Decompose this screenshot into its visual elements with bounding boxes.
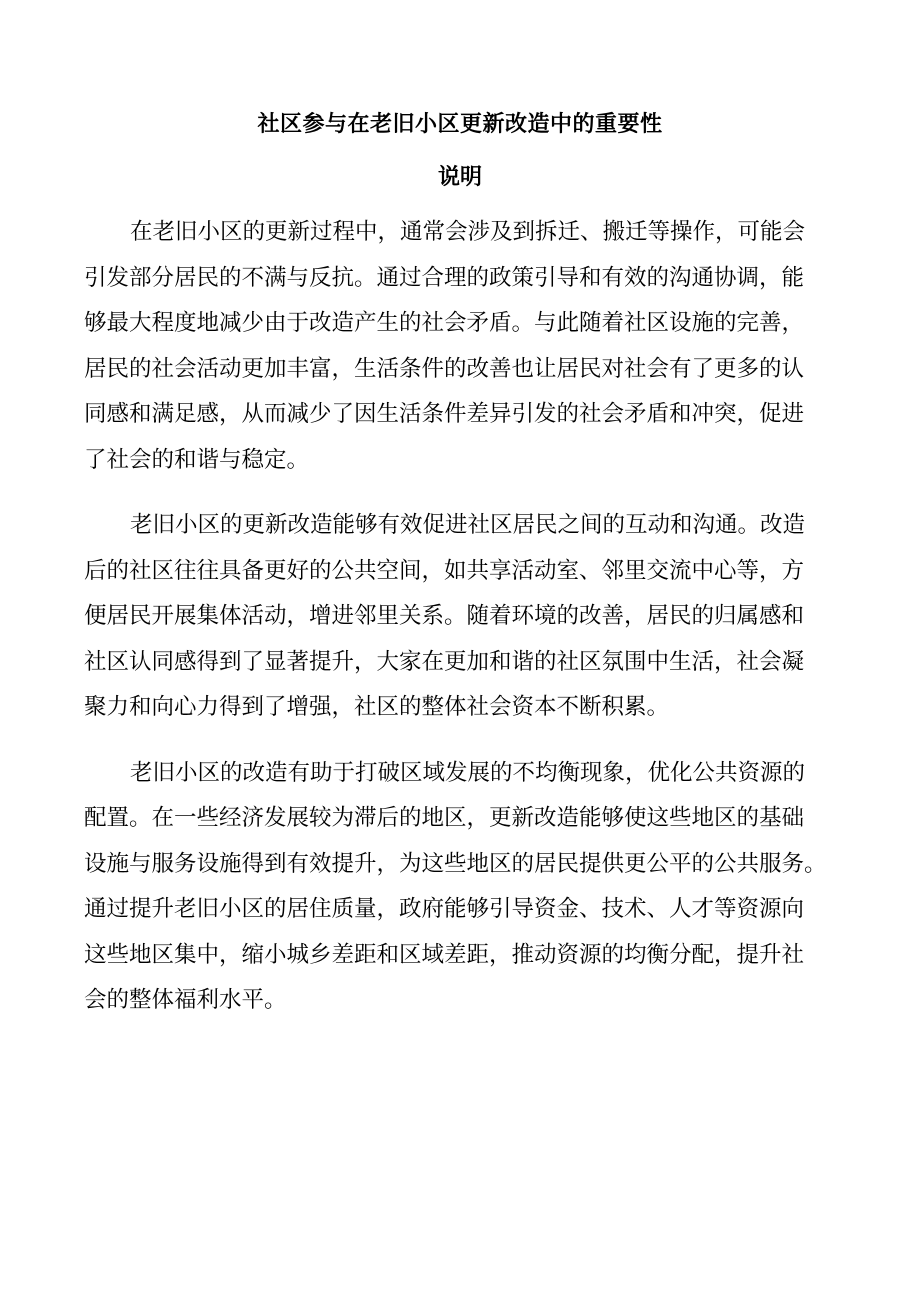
paragraph-line: 在老旧小区的更新过程中，通常会涉及到拆迁、搬迁等操作，可能会 <box>130 219 806 245</box>
paragraph-line: 引发部分居民的不满与反抗。通过合理的政策引导和有效的沟通协调，能 <box>84 264 805 291</box>
paragraph-line: 便居民开展集体活动，增进邻里关系。随着环境的改善，居民的归属感和 <box>84 603 805 629</box>
paragraph-1 <box>84 210 836 483</box>
paragraph-line: 会的整体福利水平。 <box>84 987 287 1013</box>
paragraph-2 <box>84 503 836 731</box>
document-body <box>84 210 836 1024</box>
paragraph-line: 了社会的和谐与稳定。 <box>84 446 310 473</box>
document-title: 社区参与在老旧小区更新改造中的重要性 <box>257 111 663 137</box>
paragraph-line: 通过提升老旧小区的居住质量，政府能够引导资金、技术、人才等资源向 <box>84 896 805 922</box>
paragraph-line: 后的社区往往具备更好的公共空间，如共享活动室、邻里交流中心等，方 <box>84 557 805 584</box>
document-subtitle: 说明 <box>437 164 482 190</box>
paragraph-line: 聚力和向心力得到了增强，社区的整体社会资本不断积累。 <box>84 694 670 720</box>
paragraph-line: 这些地区集中，缩小城乡差距和区域差距，推动资源的均衡分配，提升社 <box>84 941 805 968</box>
paragraph-line: 同感和满足感，从而减少了因生活条件差异引发的社会矛盾和冲突，促进 <box>84 401 805 427</box>
paragraph-line: 配置。在一些经济发展较为滞后的地区，更新改造能够使这些地区的基础 <box>84 805 805 831</box>
paragraph-line: 够最大程度地减少由于改造产生的社会矛盾。与此随着社区设施的完善， <box>84 310 805 336</box>
paragraph-line: 居民的社会活动更加丰富，生活条件的改善也让居民对社会有了更多的认 <box>84 355 805 382</box>
paragraph-line: 设施与服务设施得到有效提升，为这些地区的居民提供更公平的公共服务。 <box>84 850 827 877</box>
paragraph-line: 社区认同感得到了显著提升，大家在更加和谐的社区氛围中生活，社会凝 <box>84 648 805 675</box>
paragraph-line: 老旧小区的改造有助于打破区域发展的不均衡现象，优化公共资源的 <box>130 759 806 786</box>
paragraph-line: 老旧小区的更新改造能够有效促进社区居民之间的互动和沟通。改造 <box>130 512 806 538</box>
paragraph-3 <box>84 751 836 1024</box>
